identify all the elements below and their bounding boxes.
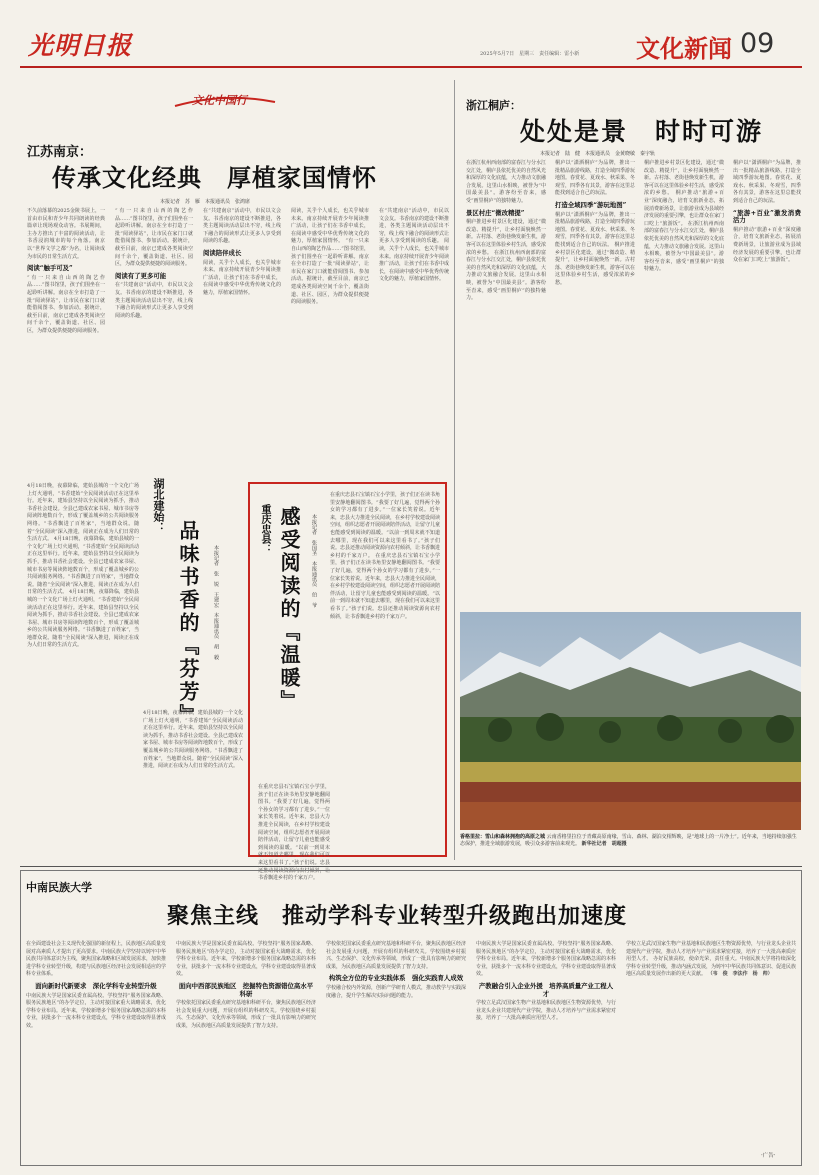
zhejiang-body-1c: 在浙江杭州西南部的富春江与分水江交汇处，桐庐县依托优美的自然风光和深厚的文化底蕴，大力推动文旅融合发展。这里山水相映，被誉为“中国最美县”。游客纷至沓来，感受“画里桐庐”的独特魅力。 [644, 220, 725, 273]
section-title: 文化新闻 [636, 34, 732, 63]
bottom-body-4b: 学校立足武汉国家生物产业基地和民族地区生物资源优势，与行业龙头企业共建现代产业学院，推动人才培养与产业需求紧密对接，培养了一大批高素质应用型人才。 [626, 941, 797, 963]
jiangsu-subhead-3: 阅读陪伴成长 [203, 248, 242, 257]
kicker-jiangsu: 江苏南京： [27, 145, 93, 160]
bottom-ad-box [20, 870, 802, 1166]
jiangsu-body-1: “有一只来自山西的陶艺作品……”图书馆里，孩子们围坐在一起聆听讲解。南京在全市打造了一批“阅读驿站”，让市民在家门口就能借阅图书、参加活动。据统计，截至目前，南京已建成各类阅读空间千余个，覆盖街道、社区、园区，为群众提供便捷的阅读服务。 [27, 274, 105, 334]
jiangsu-col-1 [27, 208, 105, 476]
byline-jiangsu: 本报记者 苏 雁 本报通讯员 张鸿席 [160, 199, 251, 205]
bottom-subhead-4: 产教融合引入企业外援 培养高质量产业工程人才 [478, 981, 614, 998]
jiangsu-body-2b: 在“共建南京”活动中，市民以文会友。书香南京的建设不断推进，各类主题阅读活动层出不穷，线上线下融合的阅读形式让更多人享受到阅读的乐趣。 [203, 208, 281, 245]
jiangsu-body-3c: 阅读，关乎个人成长，也关乎城市未来。南京持续开展青少年阅读推广活动，让孩子们在书香中成长，在阅读中感受中华优秀传统文化的魅力，厚植家国情怀。 [379, 238, 450, 283]
zhejiang-body-4b: 桐庐推动“旅游+百业”深度融合，培育文旅新业态，拓展消费新场景，让旅游业成为县域经济发展的重要引擎，也让群众在家门口吃上“旅游饭”。 [733, 226, 801, 264]
column-divider [454, 80, 455, 860]
bottom-body-1: 中南民族大学是国家民委直属高校。学校坚持“服务国家战略、服务民族地区”的办学定位，主动对接国家重大战略需求，优化学科专业布局。近年来，学校新增多个服务国家战略急需的本科专业，获批多个一流本科专业建设点，学科专业建设取得显著成效。 [26, 992, 167, 1029]
column-logo [170, 90, 280, 112]
page-number: 09 [740, 28, 775, 59]
headline-chongqing: 感受阅读的『温暖』 [277, 506, 301, 713]
page-dateline: 2025年5月7日 星期三 责任编辑：雷小新 [480, 51, 580, 57]
bottom-body-5: 办好民族高校，使命光荣，责任重大。中南民族大学将持续深化学科专业转型升级，推动内涵式发展，为铸牢中华民族共同体意识、促进民族地区高质量发展作出新的更大贡献。 [626, 956, 797, 978]
zhejiang-body-3a: 桐庐推进乡村景区化建设，通过“微改造、精提升”，让乡村面貌焕然一新。古村落、老街巷焕发新生机，游客可以在这里体验乡村生活，感受浓浓的乡愁。 [466, 219, 547, 256]
zhejiang-body-2b: 桐庐以“潇洒桐庐”为品牌，推出一批精品旅游线路，打造全域四季游玩地图。春赏花、夏戏水、秋采果、冬观雪，四季各有其景，游客在这里总能找到适合自己的玩法。 [555, 211, 636, 248]
photo-credit: 新华社记者 胡超摄 [581, 841, 627, 847]
headline-zhejiang: 处处是景 时时可游 [520, 117, 764, 146]
bottom-intro: 在全面建设社会主义现代化强国的新征程上，民族地区高质量发展对高素质人才提出了更高要求。中南民族大学坚持以铸牢中华民族共同体意识为主线，聚焦国家战略和区域发展需求，加快推进学科专业转型升级，构建与民族地区经济社会发展相适应的学科专业体系。 [26, 941, 167, 978]
hubei-body-c: 4月18日晚，夜幕降临，建始县城的一个文化广场上灯火通明，“书香建始”全民阅读活动正在这里举行。近年来，建始县坚持以全民阅读为抓手，推动书香社会建设。全县已建成农家书屋、城市书房等阅读阵地数百个，形成了覆盖城乡的公共阅读服务网络。“书香飘进了百姓家”，当地群众说。随着“全民阅读”深入推进，阅读正在成为人们日常的生活方式。 [27, 589, 139, 649]
hubei-body-a: 4月18日晚，夜幕降临，建始县城的一个文化广场上灯火通明，“书香建始”全民阅读活动正在这里举行。近年来，建始县坚持以全民阅读为抓手，推动书香社会建设。全县已建成农家书屋、城市书房等阅读阵地数百个，形成了覆盖城乡的公共阅读服务网络。“书香飘进了百姓家”，当地群众说。随着“全民阅读”深入推进，阅读正在成为人们日常的生活方式。 [27, 483, 139, 543]
zhejiang-body-3c: 桐庐推进乡村景区化建设，通过“微改造、精提升”，让乡村面貌焕然一新。古村落、老街巷焕发新生机，游客可以在这里体验乡村生活，感受浓浓的乡愁。 [644, 160, 725, 197]
zhejiang-body-2c: 桐庐以“潇洒桐庐”为品牌，推出一批精品旅游线路，打造全域四季游玩地图。春赏花、夏戏水、秋采果、冬观雪，四季各有其景，游客在这里总能找到适合自己的玩法。 [733, 160, 801, 204]
photo-caption [460, 834, 801, 848]
jiangsu-col-2 [115, 208, 193, 476]
bottom-body-2a: 学校依托国家民委重点研究基地和科研平台，聚焦民族地区经济社会发展重大问题，开展有组织的科研攻关。学校围绕乡村振兴、生态保护、文化传承等领域，形成了一批具有影响力的研究成果，为民族地区高质量发展提供了智力支持。 [176, 1000, 317, 1029]
zhejiang-body-2a: 桐庐以“潇洒桐庐”为品牌，推出一批精品旅游线路，打造全域四季游玩地图。春赏花、夏戏水、秋采果、冬观雪，四季各有其景，游客在这里总能找到适合自己的玩法。 [555, 160, 636, 197]
bottom-body-2b: 学校依托国家民委重点研究基地和科研平台，聚焦民族地区经济社会发展重大问题，开展有组织的科研攻关。学校围绕乡村振兴、生态保护、文化传承等领域，形成了一批具有影响力的研究成果，为民族地区高质量发展提供了智力支持。 [326, 941, 467, 970]
chongqing-frame [248, 482, 447, 882]
zhejiang-col-2 [555, 160, 635, 612]
jiangsu-subhead-2: 阅读有了更多可能 [115, 271, 167, 280]
hubei-col-1 [27, 483, 139, 853]
jiangsu-body-3b: 阅读，关乎个人成长，也关乎城市未来。南京持续开展青少年阅读推广活动，让孩子们在书香中成长，在阅读中感受中华优秀传统文化的魅力，厚植家国情怀。 [291, 208, 369, 245]
bottom-col-5 [626, 941, 796, 1146]
zhejiang-body-4a: 桐庐推动“旅游+百业”深度融合，培育文旅新业态，拓展消费新场景，让旅游业成为县域经济发展的重要引擎，也让群众在家门口吃上“旅游饭”。 [644, 190, 725, 227]
byline-chongqing: 本报记者 张国圣 本报通讯员 伯 爷 [311, 514, 317, 608]
bottom-subhead-2: 面向中西部民族地区 挖掘特色资源错位高水平科研 [178, 981, 314, 998]
jiangsu-body-1b: “有一只来自山西的陶艺作品……”图书馆里，孩子们围坐在一起聆听讲解。南京在全市打造了一批“阅读驿站”，让市民在家门口就能借阅图书、参加活动。据统计，截至目前，南京已建成各类阅读空间千余个，覆盖街道、社区、园区，为群众提供便捷的阅读服务。 [115, 208, 193, 268]
jiangsu-col-4 [291, 208, 369, 476]
bottom-body-3: 学校融合校内外资源，创新产学研育人模式，推动教学与实践深度融合，提升学生解决实际问题的能力。 [326, 984, 467, 999]
ad-mark: ·广告· [761, 1153, 776, 1159]
kicker-chongqing: 重庆忠县： [259, 504, 270, 554]
jiangsu-subhead-1: 阅读“触手可及” [27, 264, 73, 273]
hubei-body-d: 4月18日晚，夜幕降临，建始县城的一个文化广场上灯火通明，“书香建始”全民阅读活动正在这里举行。近年来，建始县坚持以全民阅读为抓手，推动书香社会建设。全县已建成农家书屋、城市书房等阅读阵地数百个，形成了覆盖城乡的公共阅读服务网络。“书香飘进了百姓家”，当地群众说。随着“全民阅读”深入推进，阅读正在成为人们日常的生活方式。 [143, 710, 244, 770]
headline-jiangsu: 传承文化经典 厚植家国情怀 [52, 163, 377, 192]
chongqing-body-a: 在重庆忠县石宝镇石宝小学里，孩子们正在读书角里安静地翻阅图书。“我要了好几遍，觉得两个孙女的学习都有了进步。”一位家长笑着说。近年来，忠县大力推进全民阅读，在乡村学校建设阅读空间，组织志愿者开展阅读陪伴活动，让留守儿童也能感受到阅读的温暖。“以前一到周末就不知道去哪里，现在我们可以来这里看书了。”孩子们说。忠县还推动阅读资源向农村倾斜，让书香飘进乡村的千家万户。 [330, 492, 441, 559]
jiangsu-col-5 [379, 208, 449, 476]
photo-landscape [460, 612, 801, 830]
kicker-zhejiang: 浙江桐庐： [466, 99, 521, 112]
bottom-body-1b: 中南民族大学是国家民委直属高校。学校坚持“服务国家战略、服务民族地区”的办学定位，主动对接国家重大战略需求，优化学科专业布局。近年来，学校新增多个服务国家战略急需的本科专业，获批多个一流本科专业建设点，学科专业建设取得显著成效。 [176, 941, 317, 978]
news-photo [460, 612, 801, 830]
jiangsu-body-2: 在“共建南京”活动中，市民以文会友。书香南京的建设不断推进，各类主题阅读活动层出不穷，线上线下融合的阅读形式让更多人享受到阅读的乐趣。 [115, 282, 193, 319]
kicker-hubei: 湖北建始： [152, 478, 165, 533]
headline-hubei: 品味书香的『芬芳』 [176, 520, 200, 727]
photo-caption-title: 香格里拉：雪山和森林拥抱的高原之城 [460, 834, 546, 840]
newspaper-logo: 光明日报 [28, 31, 133, 60]
zhejiang-body-1b: 在浙江杭州西南部的富春江与分水江交汇处，桐庐县依托优美的自然风光和深厚的文化底蕴，大力推动文旅融合发展。这里山水相映，被誉为“中国最美县”。游客纷至沓来，感受“画里桐庐”的独特魅力。 [466, 249, 547, 302]
jiangsu-intro: 不久前落幕的2025金陵书展上，一首由市民和青少年共同朗读的经典篇章让现场观众动容。书展期间，主办方推出了丰富的阅读活动，让书香浸润城市的每个角落。南京以“世界文学之都”为名，让阅读成为市民的日常生活方式。 [27, 208, 105, 260]
bottom-col-2 [176, 941, 316, 1161]
bottom-rule-top [20, 866, 802, 867]
kicker-bottom: 中南民族大学 [26, 881, 92, 894]
bottom-col-4 [476, 941, 616, 1161]
zhejiang-col-4 [733, 160, 801, 612]
zhejiang-col-1 [466, 160, 546, 612]
zhejiang-col-3 [644, 160, 724, 612]
hubei-col-2 [143, 710, 243, 853]
byline-zhejiang: 本报记者 陆 健 本报通讯员 金黄晓敏 秦宇轨 [540, 151, 656, 157]
bottom-col-3 [326, 941, 466, 1161]
chongqing-col-2 [258, 784, 330, 882]
jiangsu-body-1c: “有一只来自山西的陶艺作品……”图书馆里，孩子们围坐在一起聆听讲解。南京在全市打造了一批“阅读驿站”，让市民在家门口就能借阅图书、参加活动。据统计，截至目前，南京已建成各类阅读空间千余个，覆盖街道、社区、园区，为群众提供便捷的阅读服务。 [291, 238, 369, 306]
bottom-subhead-1: 面向新时代新要求 深化学科专业转型升级 [35, 981, 157, 990]
zhejiang-subhead-3: “旅游+百业”激发消费活力 [733, 208, 801, 225]
zhejiang-body-1: 在浙江杭州西南部的富春江与分水江交汇处，桐庐县依托优美的自然风光和深厚的文化底蕴，大力推动文旅融合发展。这里山水相映，被誉为“中国最美县”。游客纷至沓来，感受“画里桐庐”的独特魅力。 [466, 160, 547, 204]
chongqing-col-1 [330, 492, 440, 847]
jiangsu-body-3: 阅读，关乎个人成长，也关乎城市未来。南京持续开展青少年阅读推广活动，让孩子们在书香中成长，在阅读中感受中华优秀传统文化的魅力，厚植家国情怀。 [203, 259, 281, 296]
bottom-body-1c: 中南民族大学是国家民委直属高校。学校坚持“服务国家战略、服务民族地区”的办学定位，主动对接国家重大战略需求，优化学科专业布局。近年来，学校新增多个服务国家战略急需的本科专业，获批多个一流本科专业建设点，学科专业建设取得显著成效。 [476, 941, 617, 978]
photo-caption-body: 云南香格里拉位于青藏高原南缘，雪山、森林、湖泊交相辉映，是“地球上的一片净土”。近年来，当地持续加强生态保护，推进全域旅游发展，吸引众多游客前来观光。 [460, 834, 797, 847]
hubei-body-b: 4月18日晚，夜幕降临，建始县城的一个文化广场上灯火通明，“书香建始”全民阅读活动正在这里举行。近年来，建始县坚持以全民阅读为抓手，推动书香社会建设。全县已建成农家书屋、城市书房等阅读阵地数百个，形成了覆盖城乡的公共阅读服务网络。“书香飘进了百姓家”，当地群众说。随着“全民阅读”深入推进，阅读正在成为人们日常的生活方式。 [27, 536, 140, 596]
jiangsu-col-3 [203, 208, 281, 476]
jiangsu-body-2c: 在“共建南京”活动中，市民以文会友。书香南京的建设不断推进，各类主题阅读活动层出不穷，线上线下融合的阅读形式让更多人享受到阅读的乐趣。 [379, 208, 450, 245]
masthead [0, 0, 819, 70]
zhejiang-body-3b: 桐庐推进乡村景区化建设，通过“微改造、精提升”，让乡村面貌焕然一新。古村落、老街巷焕发新生机，游客可以在这里体验乡村生活，感受浓浓的乡愁。 [555, 241, 636, 286]
masthead-rule [20, 66, 802, 68]
bottom-body-4: 学校立足武汉国家生物产业基地和民族地区生物资源优势，与行业龙头企业共建现代产业学院，推动人才培养与产业需求紧密对接，培养了一大批高素质应用型人才。 [476, 1000, 617, 1022]
bottom-byline: （韦 俊 李法作 杨 帅） [707, 971, 773, 978]
bottom-subhead-3: 构筑全方位的专业实践体系 强化实践育人成效 [328, 974, 464, 983]
headline-bottom: 聚焦主线 推动学科专业转型升级跑出加速度 [167, 903, 628, 929]
chongqing-body-b: 在重庆忠县石宝镇石宝小学里，孩子们正在读书角里安静地翻阅图书。“我要了好几遍，觉得两个孙女的学习都有了进步。”一位家长笑着说。近年来，忠县大力推进全民阅读，在乡村学校建设阅读空间，组织志愿者开展阅读陪伴活动，让留守儿童也能感受到阅读的温暖。“以前一到周末就不知道去哪里，现在我们可以来这里看书了。”孩子们说。忠县还推动阅读资源向农村倾斜，让书香飘进乡村的千家万户。 [330, 552, 441, 620]
column-logo-text: 文化中国行 [192, 94, 247, 107]
bottom-col-1 [26, 941, 166, 1161]
chongqing-body-c: 在重庆忠县石宝镇石宝小学里，孩子们正在读书角里安静地翻阅图书。“我要了好几遍，觉得两个孙女的学习都有了进步。”一位家长笑着说。近年来，忠县大力推进全民阅读，在乡村学校建设阅读空间，组织志愿者开展阅读陪伴活动，让留守儿童也能感受到阅读的温暖。“以前一到周末就不知道去哪里，现在我们可以来这里看书了。”孩子们说。忠县还推动阅读资源向农村倾斜，让书香飘进乡村的千家万户。 [258, 784, 330, 882]
zhejiang-subhead-1: 打造全域四季“游玩地图” [555, 200, 627, 209]
zhejiang-subhead-2a: 景区村庄“微改精提” [466, 208, 525, 217]
byline-hubei: 本报记者 张 锐 王建宏 本报通讯员 胡 毅 [213, 545, 219, 660]
